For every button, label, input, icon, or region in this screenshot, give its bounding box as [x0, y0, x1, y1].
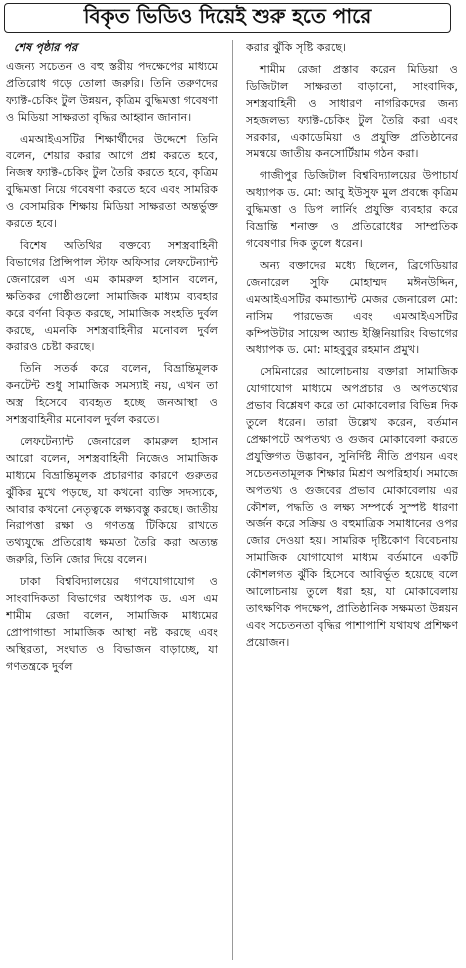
right-column	[246, 40, 458, 965]
column-divider	[232, 40, 233, 960]
paragraph: গাজীপুর ডিজিটাল বিশ্ববিদ্যালয়ের উপাচার্য অধ্যাপক ড. মো: আবু ইউসুফ মুল প্রবন্ধে কৃত্রিম বুদ্ধিমত্তা ও ডিপ লার্নিং প্রযুক্তি ব্যবহার করে বিভ্রান্তি শনাক্ত ও প্রতিরোধের সাম্প্রতিক গবেষণার দিক তুলে ধরেন।	[246, 169, 458, 250]
paragraph: এমআইএসটির শিক্ষার্থীদের উদ্দেশে তিনি বলেন, শেয়ার করার আগে প্রশ্ন করতে হবে, নিজস্ব ফ্যাক্ট-চেকিং টুল তৈরি করতে হবে, কৃত্রিম বুদ্ধিমত্তা নিয়ে গবেষণা করতে হবে এবং সামরিক ও বেসামরিক শিক্ষায় মিডিয়া সাক্ষরতা অন্তর্ভুক্ত করতে হবে।	[6, 132, 218, 231]
paragraph: ঢাকা বিশ্ববিদ্যালয়ের গণযোগাযোগ ও সাংবাদিকতা বিভাগের অধ্যাপক ড. এস এম শামীম রেজা বলেন, সামাজিক মাধ্যমের প্রোপাগান্ডা সামাজিক আস্থা নষ্ট করছে এবং অস্থিরতা, সংঘাত ও বিভাজন বাড়াচ্ছে, যা গণতন্ত্রকে দুর্বল	[6, 575, 218, 673]
paragraph: করার ঝুঁকি সৃষ্টি করছে।	[246, 41, 347, 54]
paragraph: বিশেষ অতিথির বক্তব্যে সশস্ত্রবাহিনী বিভাগের প্রিন্সিপাল স্টাফ অফিসার লেফটেন্যান্ট জেনারেল এস এম কামরুল হাসান বলেন, ক্ষতিকর গোষ্ঠীগুলো সামাজিক মাধ্যম ব্যবহার করে বর্ণনা বিকৃত করছে, সামাজিক সংহতি দুর্বল করছে, এমনকি সশস্ত্রবাহিনীর মনোবল দুর্বল করারও চেষ্টা করছে।	[6, 238, 218, 354]
paragraph: সেমিনারের আলোচনায় বক্তারা সামাজিক যোগাযোগ মাধ্যমে অপপ্রচার ও অপতথ্যের প্রভাব বিশ্লেষণ করে তা মোকাবেলার বিভিন্ন দিক তুলে ধরেন। তারা উল্লেখ করেন, বর্তমান প্রেক্ষাপটে অপতথ্য ও গুজব মোকাবেলা করতে প্রযুক্তিগত উদ্ভাবন, সুনির্দিষ্ট নীতি প্রণয়ন এবং সচেতনতামূলক শিক্ষার মিশ্রণ অপরিহার্য। সমাজে অপতথ্য ও গুজবের প্রভাব মোকাবেলায় এর কৌশল, পদ্ধতি ও লক্ষ্য সম্পর্কে সুস্পষ্ট ধারণা অর্জন করে সক্রিয় ও বহুমাত্রিক সমাধানের ওপর জোর দেওয়া হয়। সামরিক দৃষ্টিকোণ বিবেচনায় সামাজিক যোগাযোগ মাধ্যম বর্তমানে একটি কৌশলগত ঝুঁকি হিসেবে আবির্ভূত হয়েছে বলে আলোচনায় তুলে ধরা হয়, যা মোকাবেলায় তাৎক্ষণিক পদক্ষেপ, প্রাতিষ্ঠানিক সক্ষমতা উন্নয়ন এবং সচেতনতা বৃদ্ধির পাশাপাশি যথাযথ প্রশিক্ষণ প্রয়োজন।	[246, 365, 458, 649]
paragraph: শামীম রেজা প্রস্তাব করেন মিডিয়া ও ডিজিটাল সাক্ষরতা বাড়ানো, সাংবাদিক, সশস্ত্রবাহিনী ও সাধারণ নাগরিকদের জন্য সহজলভ্য ফ্যাক্ট-চেকিং টুল তৈরি করা এবং সরকার, একাডেমিয়া ও প্রযুক্তি প্রতিষ্ঠানের সমন্বয়ে জাতীয় কনসোর্টিয়াম গঠন করা।	[246, 62, 458, 161]
paragraph: লেফটেন্যান্ট জেনারেল কামরুল হাসান আরো বলেন, সশস্ত্রবাহিনী নিজেও সামাজিক মাধ্যমে বিভ্রান্তিমূলক প্রচারণার কারণে গুরুতর ঝুঁকির মুখে পড়ছে, যা কখনো ব্যক্তি সদস্যকে, আবার কখনো নেতৃত্বকে লক্ষ্যবস্তু করছে। জাতীয় নিরাপত্তা রক্ষা ও গণতন্ত্র টিকিয়ে রাখতে তথ্যযুদ্ধে প্রতিরোধ ক্ষমতা তৈরি করা অত্যন্ত জরুরি, তিনি জোর দিয়ে বলেন।	[6, 434, 218, 567]
headline: বিকৃত ভিডিও দিয়েই শুরু হতে পারে	[83, 3, 372, 28]
paragraph: এজন্য সচেতন ও বহু স্তরীয় পদক্ষেপের মাধ্যমে প্রতিরোধ গড়ে তোলা জরুরি। তিনি তরুণদের ফ্যাক্ট-চেকিং টুল উন্নয়ন, কৃত্রিম বুদ্ধিমত্তা গবেষণা ও মিডিয়া সাক্ষরতা বৃদ্ধির আহ্বান জানান।	[6, 59, 218, 124]
left-column	[6, 40, 218, 965]
paragraph: তিনি সতর্ক করে বলেন, বিভ্রান্তিমূলক কনটেন্ট শুধু সামাজিক সমস্যাই নয়, এখন তা অস্ত্র হিসেবে ব্যবহৃত হচ্ছে জনআস্থা ও সশস্ত্রবাহিনীর মনোবল দুর্বল করতে।	[6, 362, 218, 427]
paragraph: অন্য বক্তাদের মধ্যে ছিলেন, ব্রিগেডিয়ার জেনারেল সুফি মোহাম্মদ মঈনউদ্দিন, এমআইএসটির কমান্ড্যান্ট মেজর জেনারেল মো: নাসিম পারভেজ এবং এমআইএসটির কম্পিউটার সায়েন্স অ্যান্ড ইঞ্জিনিয়ারিং বিভাগের অধ্যাপক ড. মো: মাহবুবুর রহমান প্রমুখ।	[246, 258, 458, 357]
headline-box	[4, 3, 451, 33]
continued-label: শেষ পৃষ্ঠার পর	[14, 41, 78, 54]
